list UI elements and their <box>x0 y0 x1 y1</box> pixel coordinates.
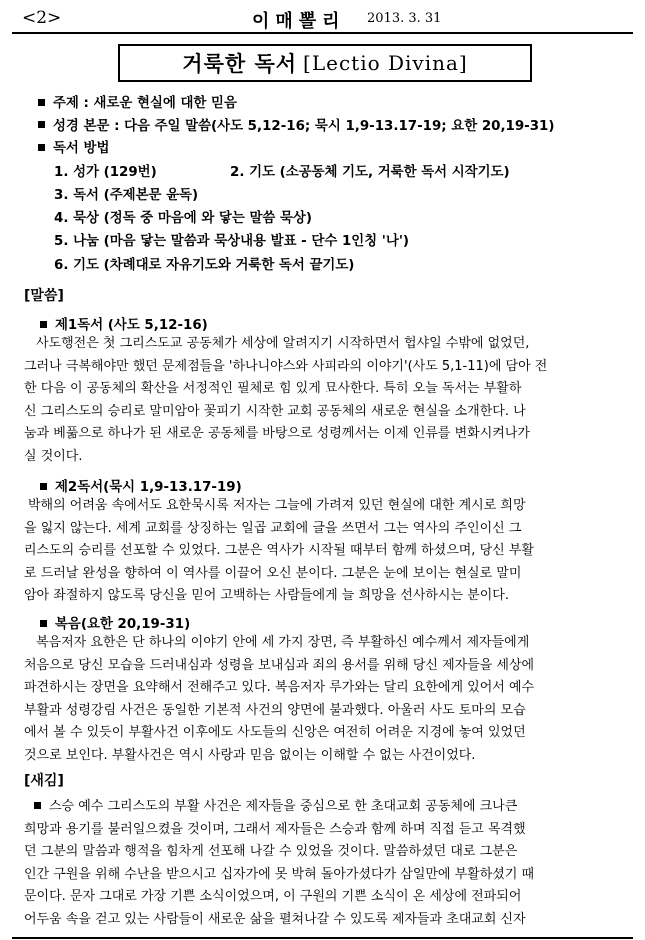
reading-heading <box>40 476 242 495</box>
page-number: <2> <box>22 8 62 28</box>
reflection-first-line: 스승 예수 그리스도의 부활 사건은 제자들을 중심으로 한 초대교회 공동체에 크나큰 <box>49 799 518 814</box>
square-bullet-icon <box>40 321 47 328</box>
method-title: 독서 방법 <box>53 141 110 157</box>
text-line: 처음으로 당신 모습을 드러내심과 성령을 보내심과 죄의 용서를 위해 당신 제자들을 세상에 <box>24 657 535 673</box>
square-bullet-icon <box>40 620 47 627</box>
reading-body <box>24 632 622 768</box>
square-bullet-icon <box>40 483 47 490</box>
title-latin: [Lectio Divina] <box>303 51 468 75</box>
text-line: 신 그리스도의 승리로 말미암아 꽃피기 시작한 교회 공동체의 새로운 현실을 소개한다. 나 <box>24 403 526 419</box>
step-item: 2. 기도 (소공동체 기도, 거룩한 독서 시작기도) <box>230 164 510 180</box>
step-item: 6. 기도 (차례대로 자유기도와 거룩한 독서 끝기도) <box>54 257 355 273</box>
text-line: 한 다음 이 공동체의 확산을 서정적인 필체로 힘 있게 묘사한다. 특히 오늘 독서는 부활하 <box>24 381 522 397</box>
page-header <box>12 6 633 34</box>
section-heading-reflection: [새김] <box>24 773 64 789</box>
text-line: 리스도의 승리를 선포할 수 있었다. 그분은 역사가 시작될 때부터 함께 하셨으며, 당신 부활 <box>24 543 534 559</box>
bottom-rule <box>12 937 633 939</box>
text-line: 에서 볼 수 있듯이 부활사건 이후에도 사도들의 신앙은 여전히 어려운 지경에 놓여 있었던 <box>24 725 526 741</box>
step-item: 5. 나눔 (마음 닿는 말씀과 묵상내용 발표 - 단수 1인칭 '나') <box>54 234 410 250</box>
reading-body <box>24 495 622 608</box>
theme-text: 주제 : 새로운 현실에 대한 믿음 <box>53 96 237 111</box>
reading-title: 제1독서 (사도 5,12-16) <box>55 318 208 333</box>
text-line: 어두움 속을 걷고 있는 사람들이 새로운 삶을 펼쳐나갈 수 있도록 제자들과 초대교회 신자 <box>24 911 526 927</box>
reflection-body <box>24 796 622 932</box>
step-row <box>54 161 634 184</box>
document-title <box>118 44 532 82</box>
step-row <box>54 230 634 253</box>
text-line: 을 잃지 않는다. 세계 교회를 상징하는 일곱 교회에 글을 쓰면서 그는 역사의 주인이신 그 <box>24 520 522 536</box>
step-item: 4. 묵상 (정독 중 마음에 와 닿는 말씀 묵상) <box>54 211 312 227</box>
text-line: 인간 구원을 위해 수난을 받으시고 십자가에 못 박혀 돌아가셨다가 삼일만에 부활하셨기 때 <box>24 866 535 882</box>
square-bullet-icon <box>38 121 45 128</box>
reading-body <box>24 333 622 469</box>
text-line: 복음저자 요한은 단 하나의 이야기 안에 세 가지 장면, 즉 부활하신 예수께서 제자들에게 <box>36 635 530 650</box>
text-line: 박해의 어려움 속에서도 요한묵시록 저자는 그늘에 가려져 있던 현실에 대한 계시로 희망 <box>28 498 526 513</box>
text-line: 것으로 보인다. 부활사건은 역시 사랑과 믿음 없이는 이해할 수 없는 사건이었다. <box>24 747 476 763</box>
newsletter-title: 이매뽈리 <box>252 11 346 32</box>
method-steps <box>54 161 634 277</box>
section-heading-word: [말씀] <box>24 288 64 304</box>
text-line: 희망과 용기를 불러일으켰을 것이며, 그래서 제자들은 스승과 함께 하며 직접 듣고 목격했 <box>24 821 526 837</box>
step-item: 1. 성가 (129번) <box>54 164 157 180</box>
reading-info <box>34 93 634 277</box>
square-bullet-icon <box>38 144 45 151</box>
square-bullet-icon <box>38 99 45 106</box>
text-line: 부활과 성령강림 사건은 동일한 기본적 사건의 양면에 불과했다. 아울러 사도 토마의 모습 <box>24 702 526 718</box>
issue-date: 2013. 3. 31 <box>367 11 442 26</box>
text-line: 던 그분의 말씀과 행적을 힘차게 선포해 나갈 수 있었을 것이다. 말씀하셨던 대로 그분은 <box>24 844 518 860</box>
step-item: 3. 독서 (주제본문 윤독) <box>54 187 199 203</box>
theme-line <box>34 93 634 116</box>
reading-heading <box>40 613 190 632</box>
reading-heading <box>40 314 208 333</box>
scripture-line <box>34 116 634 139</box>
reading-title: 복음(요한 20,19-31) <box>55 617 191 632</box>
scripture-text: 성경 본문 : 다음 주일 말씀(사도 5,12-16; 묵시 1,9-13.17-19; 요한 20,19-31) <box>53 118 555 134</box>
method-line <box>34 138 634 161</box>
text-line <box>24 796 622 819</box>
text-line: 암아 좌절하지 않도록 당신을 믿어 고백하는 사람들에게 늘 희망을 선사하시는 분이다. <box>24 588 509 604</box>
text-line: 눔과 베풂으로 하나가 된 새로운 공동체를 바탕으로 성령께서는 이제 인류를 변화시켜나가 <box>24 426 530 442</box>
square-bullet-icon <box>34 802 41 809</box>
step-row <box>54 207 634 230</box>
text-line: 로 드러날 완성을 향하여 이 역사를 이끌어 오신 분이다. 그분은 눈에 보이는 현실로 말미 <box>24 565 522 581</box>
step-row <box>54 184 634 207</box>
title-korean: 거룩한 독서 <box>182 52 298 76</box>
step-row <box>54 254 634 277</box>
text-line: 그러나 극복해야만 했던 문제점들을 '하나니야스와 사피라의 이야기'(사도 5,1-11)에 담아 전 <box>24 358 548 374</box>
text-line: 파견하시는 장면을 요약해서 전해주고 있다. 복음저자 루가와는 달리 요한에게 있어서 예수 <box>24 680 535 696</box>
text-line: 문이다. 문자 그대로 가장 기쁜 소식이었으며, 이 구원의 기쁜 소식이 온 세상에 전파되어 <box>24 889 522 905</box>
text-line: 사도행전은 첫 그리스도교 공동체가 세상에 알려지기 시작하면서 헙샤일 수밖에 없었던, <box>36 336 530 351</box>
reading-title: 제2독서(묵시 1,9-13.17-19) <box>55 480 242 495</box>
text-line: 실 것이다. <box>24 448 83 464</box>
